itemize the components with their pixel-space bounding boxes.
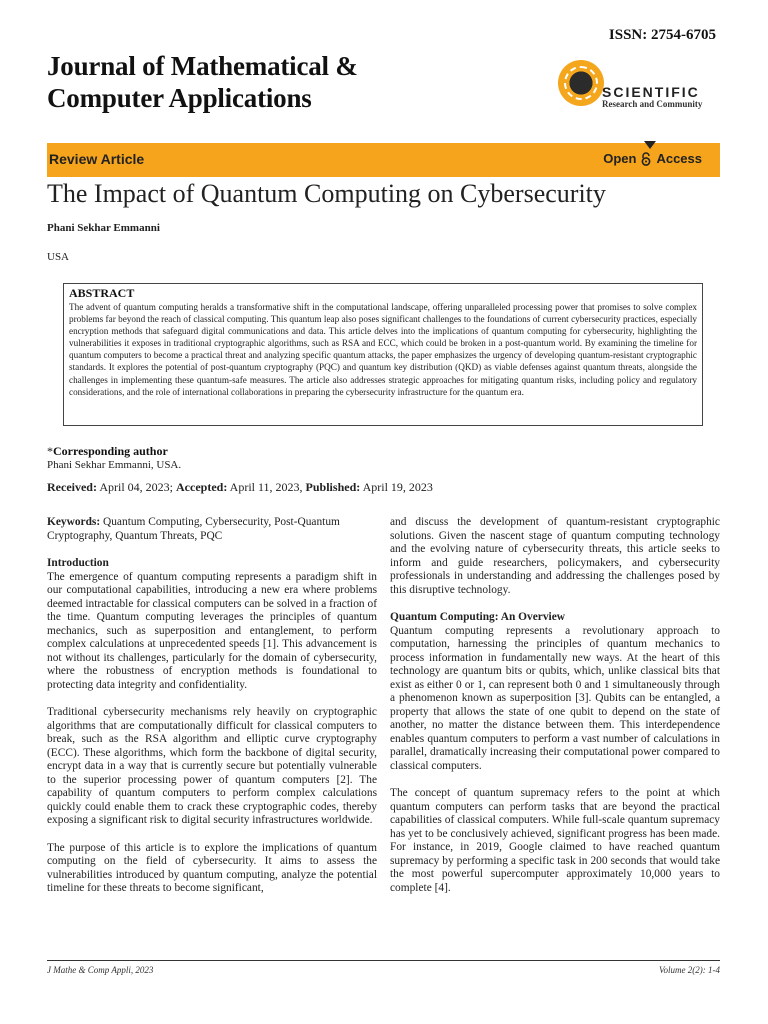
intro-paragraph-2: Traditional cybersecurity mechanisms rely heavily on cryptographic algorithms that are computationally difficult for classical computers to break, such as the RSA algorithm and elliptic curve cryptography (ECC). These algorithms, which form the backbone of digital security, encrypt data in a way that is currently secure but potentially vulnerable to the superior processing power of quantum computers [2]. The capability of quantum computers to perform complex calculations quickly could enable them to crack these cryptographic codes, thereby exposing a significant risk to digital security infrastructures worldwide. xyxy=(47,706,377,826)
open-lock-icon xyxy=(640,152,652,166)
abstract-text: The advent of quantum computing heralds a transformative shift in the computational landscape, offering unparalleled processing power that promises to solve complex problems far beyond the reach of classical computing. This quantum leap also poses significant challenges to the foundations of current cybersecurity practices, especially encryption methods that safeguard digital communications and data. This article delves into the implications of quantum computing for cybersecurity, highlighting the vulnerabilities it exposes in traditional cryptographic algorithms, such as RSA and ECC, which could be broken in a post-quantum world. By examining the timeline for quantum computers to become a practical threat and analyzing specific quantum attacks, the paper emphasizes the urgency of developing quantum-resistant cryptographic standards. It explores the potential of post-quantum cryptography (PQC) and quantum key distribution (QKD) as viable defenses against quantum threats, alongside the challenges in implementing these quantum-safe measures. The article also addresses strategic approaches for mitigating quantum risks, including policy and regulatory considerations, and the role of international collaborations in preparing the cybersecurity infrastructure for the quantum era. xyxy=(69,302,697,397)
author-country: USA xyxy=(47,251,70,263)
article-title: The Impact of Quantum Computing on Cybersecurity xyxy=(47,179,606,208)
accepted-label: Accepted: xyxy=(176,480,228,494)
open-label: Open xyxy=(603,151,637,166)
access-label: Access xyxy=(656,151,702,166)
footer-volume: Volume 2(2): 1-4 xyxy=(659,965,720,975)
corresponding-name: Phani Sekhar Emmanni, USA. xyxy=(47,459,182,471)
overview-paragraph-1: Quantum computing represents a revolutionary approach to computation, harnessing the principles of quantum mechanics to process information in fundamentally new ways. At the heart of this technology are quantum bits or qubits, which, unlike classical bits that exist as either 0 or 1, can represent both 0 and 1 simultaneously through a phenomenon known as superposition [3]. Qubits can be entangled, a property that allows the state of one qubit to depend on the state of another, no matter the distance between them. This interdependence enables quantum computers to perform a vast number of calculations in parallel, dramatically increasing their computational power compared to classical computers. xyxy=(390,624,720,772)
logo-subtitle: Research and Community xyxy=(602,99,703,109)
logo-ring-icon xyxy=(564,66,598,100)
corresponding-label: Corresponding author xyxy=(53,444,168,458)
right-column xyxy=(390,516,720,895)
keywords xyxy=(47,516,377,543)
intro-paragraph-1: The emergence of quantum computing represents a paradigm shift in our computational capabilities, introducing a new era where problems deemed intractable for classical computers can be solved in a fraction of the time. Quantum computing leverages the principles of quantum mechanics, such as superposition and entanglement, to perform complex calculations at unprecedented speeds [1]. This advancement is not without its challenges, particularly for the domain of cybersecurity, where the robustness of encryption methods is foundational to protecting data integrity and confidentiality. xyxy=(47,570,377,691)
corresponding-heading xyxy=(47,444,168,459)
journal-name xyxy=(47,50,358,114)
open-access-badge xyxy=(603,151,702,166)
abstract-heading: ABSTRACT xyxy=(69,286,135,300)
article-type-label: Review Article xyxy=(49,151,145,167)
left-column xyxy=(47,516,377,896)
corresponding-star: * xyxy=(47,444,53,458)
intro-paragraph-3: The purpose of this article is to explore the implications of quantum computing on the field of cybersecurity. It aims to assess the vulnerabilities introduced by quantum computing, analyze the potential timeline for these threats to become significant, xyxy=(47,841,377,894)
intro-heading: Introduction xyxy=(47,557,109,569)
received-date: April 04, 2023; xyxy=(99,480,173,494)
footer-rule xyxy=(47,960,720,961)
intro-paragraph-3-continued: and discuss the development of quantum-resistant cryptographic solutions. Given the nascent stage of quantum computing technology and the evolving nature of cybersecurity threats, this article seeks to inform and guide researchers, policymakers, and cybersecurity professionals in understanding and addressing the challenges posed by this disruptive technology. xyxy=(390,516,720,596)
journal-name-line1: Journal of Mathematical & xyxy=(47,51,358,81)
footer-citation: J Mathe & Comp Appli, 2023 xyxy=(47,965,154,975)
keywords-list: Quantum Computing, Cybersecurity, Post-Quantum Cryptography, Quantum Threats, PQC xyxy=(47,516,340,542)
article-dates xyxy=(47,480,433,495)
accepted-date: April 11, 2023, xyxy=(229,480,303,494)
overview-paragraph-2: The concept of quantum supremacy refers to the point at which quantum computers can perform tasks that are beyond the practical capabilities of classical computers. While full-scale quantum supremacy has yet to be conclusively achieved, significant progress has been made. For instance, in 2019, Google claimed to have reached quantum supremacy by performing a specific task in 200 seconds that would take the most powerful supercomputer approximately 10,000 years to complete [4]. xyxy=(390,787,720,894)
publisher-logo xyxy=(558,60,728,110)
article-type-banner xyxy=(47,143,720,177)
published-label: Published: xyxy=(305,480,361,494)
overview-heading: Quantum Computing: An Overview xyxy=(390,611,565,623)
journal-name-line2: Computer Applications xyxy=(47,83,312,113)
keywords-label: Keywords: xyxy=(47,516,101,528)
received-label: Received: xyxy=(47,480,97,494)
abstract-box xyxy=(63,283,703,426)
issn: ISSN: 2754-6705 xyxy=(608,27,716,43)
published-date: April 19, 2023 xyxy=(362,480,433,494)
banner-notch-icon xyxy=(644,141,656,149)
logo-name: SCIENTIFIC xyxy=(602,84,700,100)
author-name: Phani Sekhar Emmanni xyxy=(47,222,160,234)
